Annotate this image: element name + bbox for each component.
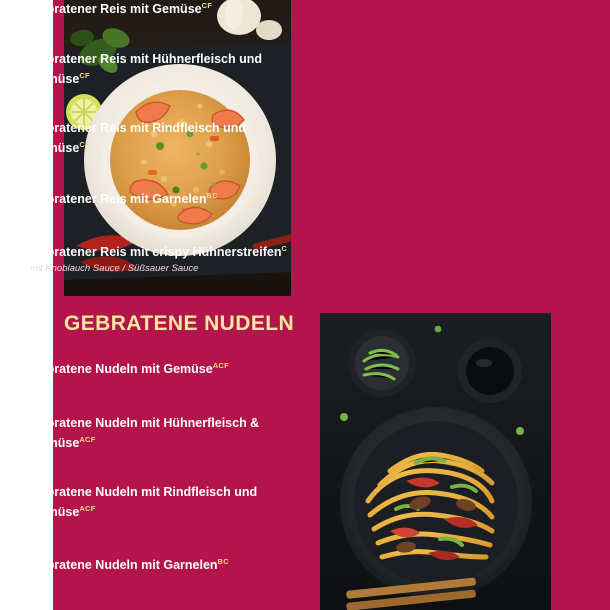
item-number: 95 xyxy=(10,243,22,254)
item-body xyxy=(30,485,290,520)
item-name: Gebratener Reis mit Garnelen$^{BC}$ xyxy=(30,191,218,207)
item-body xyxy=(30,0,290,18)
allergen-code: ACF xyxy=(79,503,96,513)
item-price: € 9,90 xyxy=(0,374,34,388)
section-title-fried-noodles: GEBRATENE NUDELN xyxy=(64,312,295,335)
item-name: Gebratener Reis mit Gemüse$^{CF}$ xyxy=(30,1,213,17)
item-number: 104 xyxy=(5,556,22,567)
allergen-code: CF xyxy=(79,139,90,149)
allergen-code: C xyxy=(281,244,288,253)
item-price: € 10,90 xyxy=(0,88,41,102)
item-name: Gebratene Nudeln mit Garnelen$^{BC}$ xyxy=(30,557,229,573)
item-price: € 12,50 xyxy=(0,290,41,304)
item-number: 91 xyxy=(10,0,22,11)
item-name: Gebratener Reis mit Rindfleisch und Gemüse$^{CF}$ xyxy=(30,121,247,155)
item-price: € 9,90 xyxy=(0,19,34,33)
fried-noodles-illustration xyxy=(320,313,551,610)
item-name: Gebratene Nudeln mit Hühnerfleisch & Gemüse$^{ACF}$ xyxy=(30,416,260,450)
item-body xyxy=(30,554,290,574)
item-number: 93 xyxy=(10,123,22,134)
item-number: 94 xyxy=(10,190,22,201)
item-number: 103 xyxy=(5,487,22,498)
item-price: € 10,90 xyxy=(0,447,41,461)
allergen-code: CF xyxy=(201,1,213,10)
item-name: Gebratener Reis mit crispy Hühnerstreifen$^C$ xyxy=(30,244,288,260)
item-name: Gebratener Reis mit Hühnerfleisch und Gemüse$^{CF}$ xyxy=(30,52,262,86)
fried-noodles-photo xyxy=(320,313,551,610)
allergen-code: BC xyxy=(217,557,229,566)
item-number: 101 xyxy=(5,360,22,371)
allergen-code: ACF xyxy=(79,434,96,444)
allergen-code: ACF xyxy=(212,361,230,370)
item-name: Gebratene Nudeln mit Gemüse$^{ACF}$ xyxy=(30,361,230,377)
item-body xyxy=(30,358,290,378)
item-body xyxy=(30,416,290,451)
item-body xyxy=(30,52,290,87)
allergen-code: BC xyxy=(206,191,218,200)
item-description: mit Knoblauch Sauce / Süßsauer Sauce xyxy=(30,262,199,274)
item-price: € 14,90 xyxy=(0,570,41,584)
allergen-code: CF xyxy=(79,70,90,80)
item-number: 102 xyxy=(5,418,22,429)
item-price: € 14,90 xyxy=(0,204,41,218)
item-number: 92 xyxy=(10,54,22,65)
item-body xyxy=(30,121,290,156)
item-price: € 12,90 xyxy=(0,157,41,171)
item-name: Gebratene Nudeln mit Rindfleisch und Gemüse$^{ACF}$ xyxy=(30,485,258,519)
item-body xyxy=(30,188,290,208)
item-body xyxy=(30,241,290,275)
item-price: € 12,90 xyxy=(0,516,41,530)
